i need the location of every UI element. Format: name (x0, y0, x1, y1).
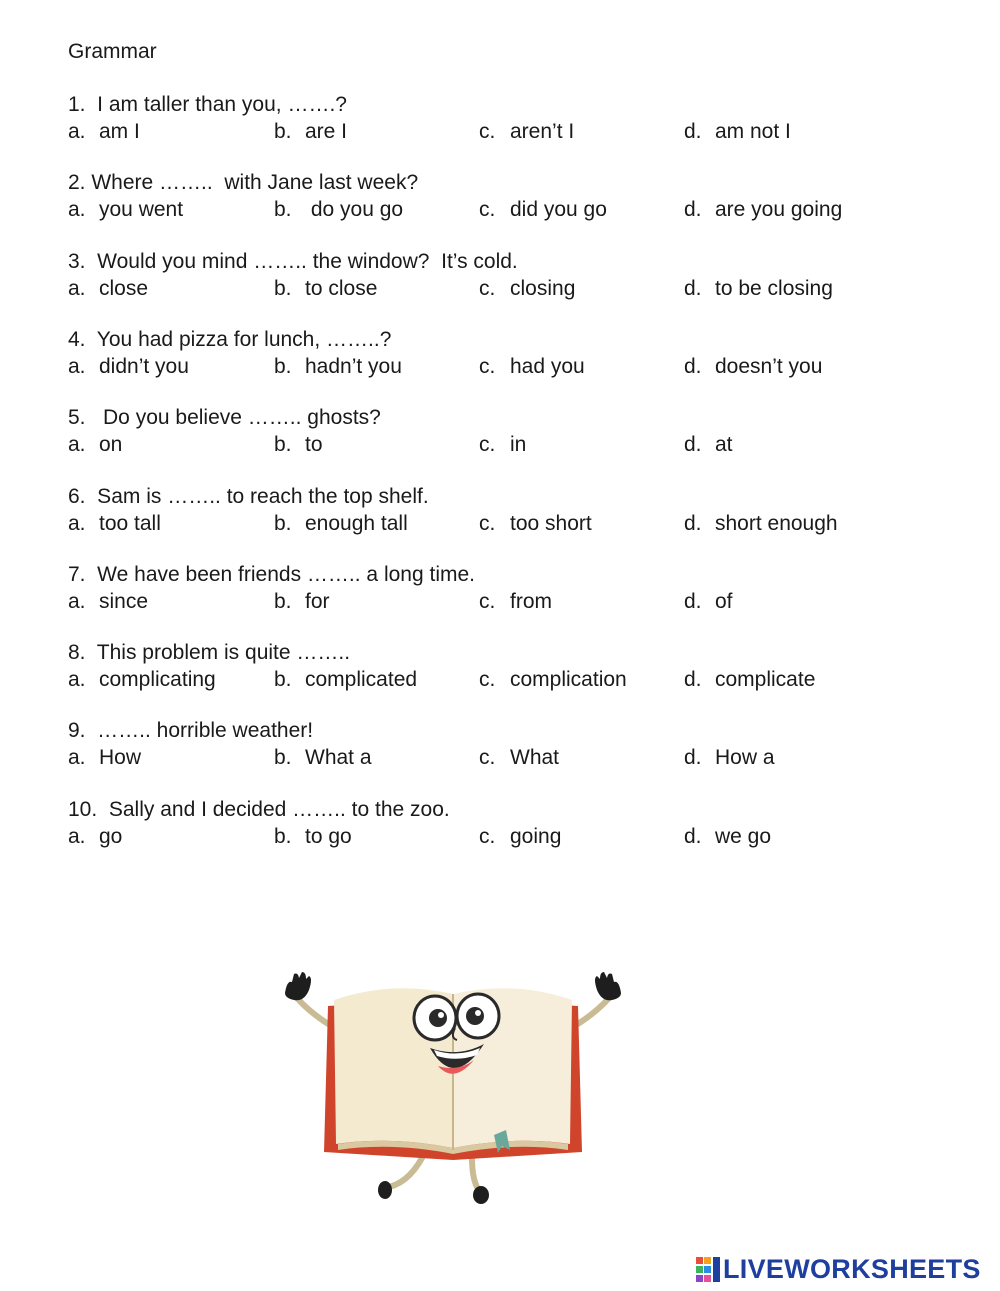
question-8 (68, 639, 948, 693)
option-text: complicating (99, 668, 216, 692)
option-letter: d. (684, 668, 702, 692)
question-9 (68, 717, 948, 771)
answer-option[interactable] (684, 744, 775, 771)
question-2 (68, 169, 948, 223)
question-stem: 5. Do you believe …….. ghosts? (68, 406, 381, 430)
option-letter: c. (479, 276, 496, 300)
question-stem: 1. I am taller than you, …….? (68, 93, 347, 116)
option-letter: b. (274, 668, 292, 692)
option-text: enough tall (305, 511, 408, 535)
question-1 (68, 91, 948, 145)
option-text: in (510, 433, 527, 457)
answer-option[interactable] (68, 510, 161, 537)
option-text: to go (305, 824, 352, 848)
answer-option[interactable] (479, 353, 585, 380)
option-text: How (99, 746, 142, 770)
option-letter: b. (274, 511, 292, 535)
option-text: doesn’t you (715, 354, 823, 378)
option-letter: a. (68, 276, 86, 300)
option-text: had you (510, 354, 585, 378)
option-letter: c. (479, 433, 496, 457)
liveworksheets-logo-icon (696, 1257, 720, 1283)
option-letter: a. (68, 120, 86, 143)
question-4 (68, 326, 948, 380)
answer-option[interactable] (274, 196, 403, 223)
option-text: aren’t I (510, 120, 575, 143)
liveworksheets-logo (696, 1254, 981, 1285)
option-text: at (715, 433, 733, 457)
option-text: too tall (99, 511, 161, 535)
option-text: am not I (715, 120, 791, 143)
answer-option[interactable] (274, 744, 372, 771)
answer-option[interactable] (479, 118, 574, 145)
option-row (68, 431, 948, 458)
answer-option[interactable] (479, 588, 552, 615)
option-text: short enough (715, 511, 838, 535)
option-text: to close (305, 276, 378, 300)
option-letter: c. (479, 511, 496, 535)
option-text: complicate (715, 668, 816, 692)
option-text: of (715, 589, 733, 613)
answer-option[interactable] (479, 666, 627, 693)
option-text: are you going (715, 198, 843, 222)
question-7 (68, 561, 948, 615)
question-10 (68, 796, 948, 850)
option-text: complicated (305, 668, 418, 692)
answer-option[interactable] (68, 275, 148, 302)
answer-option[interactable] (684, 353, 822, 380)
answer-option[interactable] (274, 588, 330, 615)
option-letter: c. (479, 198, 496, 222)
option-row (68, 118, 948, 145)
option-letter: b. (274, 746, 292, 770)
option-letter: a. (68, 668, 86, 692)
option-letter: d. (684, 354, 702, 378)
option-text: didn’t you (99, 354, 189, 378)
option-letter: a. (68, 354, 86, 378)
option-row (68, 744, 948, 771)
option-text: How a (715, 746, 775, 770)
option-letter: c. (479, 824, 496, 848)
option-text: we go (715, 824, 772, 848)
option-letter: a. (68, 511, 86, 535)
answer-option[interactable] (684, 196, 842, 223)
option-text: since (99, 589, 149, 613)
option-row (68, 510, 948, 537)
answer-option[interactable] (274, 823, 352, 850)
answer-option[interactable] (479, 510, 592, 537)
option-row (68, 823, 948, 850)
option-text: close (99, 276, 149, 300)
question-stem: 9. …….. horrible weather! (68, 719, 314, 743)
option-letter: a. (68, 198, 86, 222)
option-letter: d. (684, 120, 702, 143)
option-text: going (510, 824, 562, 848)
option-text: on (99, 433, 123, 457)
option-letter: d. (684, 433, 702, 457)
option-text: too short (510, 511, 592, 535)
answer-option[interactable] (479, 275, 575, 302)
option-text: do you go (305, 198, 404, 222)
answer-option[interactable] (68, 744, 141, 771)
option-text: hadn’t you (305, 354, 402, 378)
answer-option[interactable] (479, 823, 561, 850)
question-stem: 6. Sam is …….. to reach the top shelf. (68, 484, 429, 508)
option-letter: c. (479, 668, 496, 692)
option-text: What a (305, 746, 372, 770)
option-text: complication (510, 668, 627, 692)
answer-option[interactable] (479, 431, 526, 458)
question-6 (68, 483, 948, 537)
option-letter: d. (684, 198, 702, 222)
option-letter: b. (274, 120, 292, 143)
answer-option[interactable] (684, 510, 838, 537)
option-letter: a. (68, 589, 86, 613)
question-stem: 8. This problem is quite …….. (68, 641, 351, 665)
option-letter: b. (274, 276, 292, 300)
logo-text: LIVEWORKSHEETS (723, 1254, 981, 1284)
option-letter: d. (684, 276, 702, 300)
option-text: from (510, 589, 552, 613)
option-letter: b. (274, 589, 292, 613)
question-stem: 4. You had pizza for lunch, ……..? (68, 327, 392, 351)
option-text: go (99, 824, 123, 848)
option-text: to (305, 433, 323, 457)
option-row (68, 666, 948, 693)
option-letter: a. (68, 746, 86, 770)
option-letter: c. (479, 589, 496, 613)
answer-option[interactable] (274, 666, 417, 693)
answer-option[interactable] (684, 118, 791, 145)
answer-option[interactable] (68, 823, 122, 850)
answer-option[interactable] (68, 588, 148, 615)
answer-option[interactable] (274, 431, 323, 458)
answer-option[interactable] (68, 353, 189, 380)
answer-option[interactable] (684, 431, 733, 458)
option-text: are I (305, 120, 348, 143)
page-title: Grammar (68, 40, 157, 63)
option-letter: b. (274, 198, 292, 222)
answer-option[interactable] (274, 353, 402, 380)
answer-option[interactable] (68, 118, 140, 145)
option-letter: b. (274, 824, 292, 848)
option-letter: d. (684, 589, 702, 613)
question-5 (68, 404, 948, 458)
question-stem: 2. Where …….. with Jane last week? (68, 171, 419, 195)
option-text: What (510, 746, 560, 770)
option-row (68, 196, 948, 223)
answer-option[interactable] (274, 275, 377, 302)
question-stem: 7. We have been friends …….. a long time. (68, 562, 475, 586)
option-letter: a. (68, 433, 86, 457)
answer-option[interactable] (684, 588, 733, 615)
answer-option[interactable] (274, 118, 347, 145)
option-letter: b. (274, 354, 292, 378)
question-3 (68, 248, 948, 302)
option-letter: b. (274, 433, 292, 457)
option-row (68, 353, 948, 380)
answer-option[interactable] (684, 275, 833, 302)
option-text: am I (99, 120, 140, 143)
question-stem: 3. Would you mind …….. the window? It’s cold. (68, 249, 518, 273)
answer-option[interactable] (68, 431, 122, 458)
answer-option[interactable] (68, 666, 216, 693)
option-row (68, 588, 948, 615)
answer-option[interactable] (684, 666, 815, 693)
answer-option[interactable] (479, 744, 559, 771)
option-text: did you go (510, 198, 607, 222)
option-letter: d. (684, 746, 702, 770)
answer-option[interactable] (68, 196, 183, 223)
option-row (68, 275, 948, 302)
option-letter: c. (479, 746, 496, 770)
answer-option[interactable] (274, 510, 408, 537)
option-text: to be closing (715, 276, 833, 300)
option-letter: a. (68, 824, 86, 848)
option-text: you went (99, 198, 184, 222)
answer-option[interactable] (479, 196, 607, 223)
option-letter: c. (479, 120, 496, 143)
option-letter: d. (684, 511, 702, 535)
option-letter: d. (684, 824, 702, 848)
option-text: for (305, 589, 330, 613)
option-letter: c. (479, 354, 496, 378)
book-mascot-icon (272, 960, 634, 1206)
option-text: closing (510, 276, 576, 300)
question-stem: 10. Sally and I decided …….. to the zoo. (68, 797, 450, 821)
answer-option[interactable] (684, 823, 771, 850)
